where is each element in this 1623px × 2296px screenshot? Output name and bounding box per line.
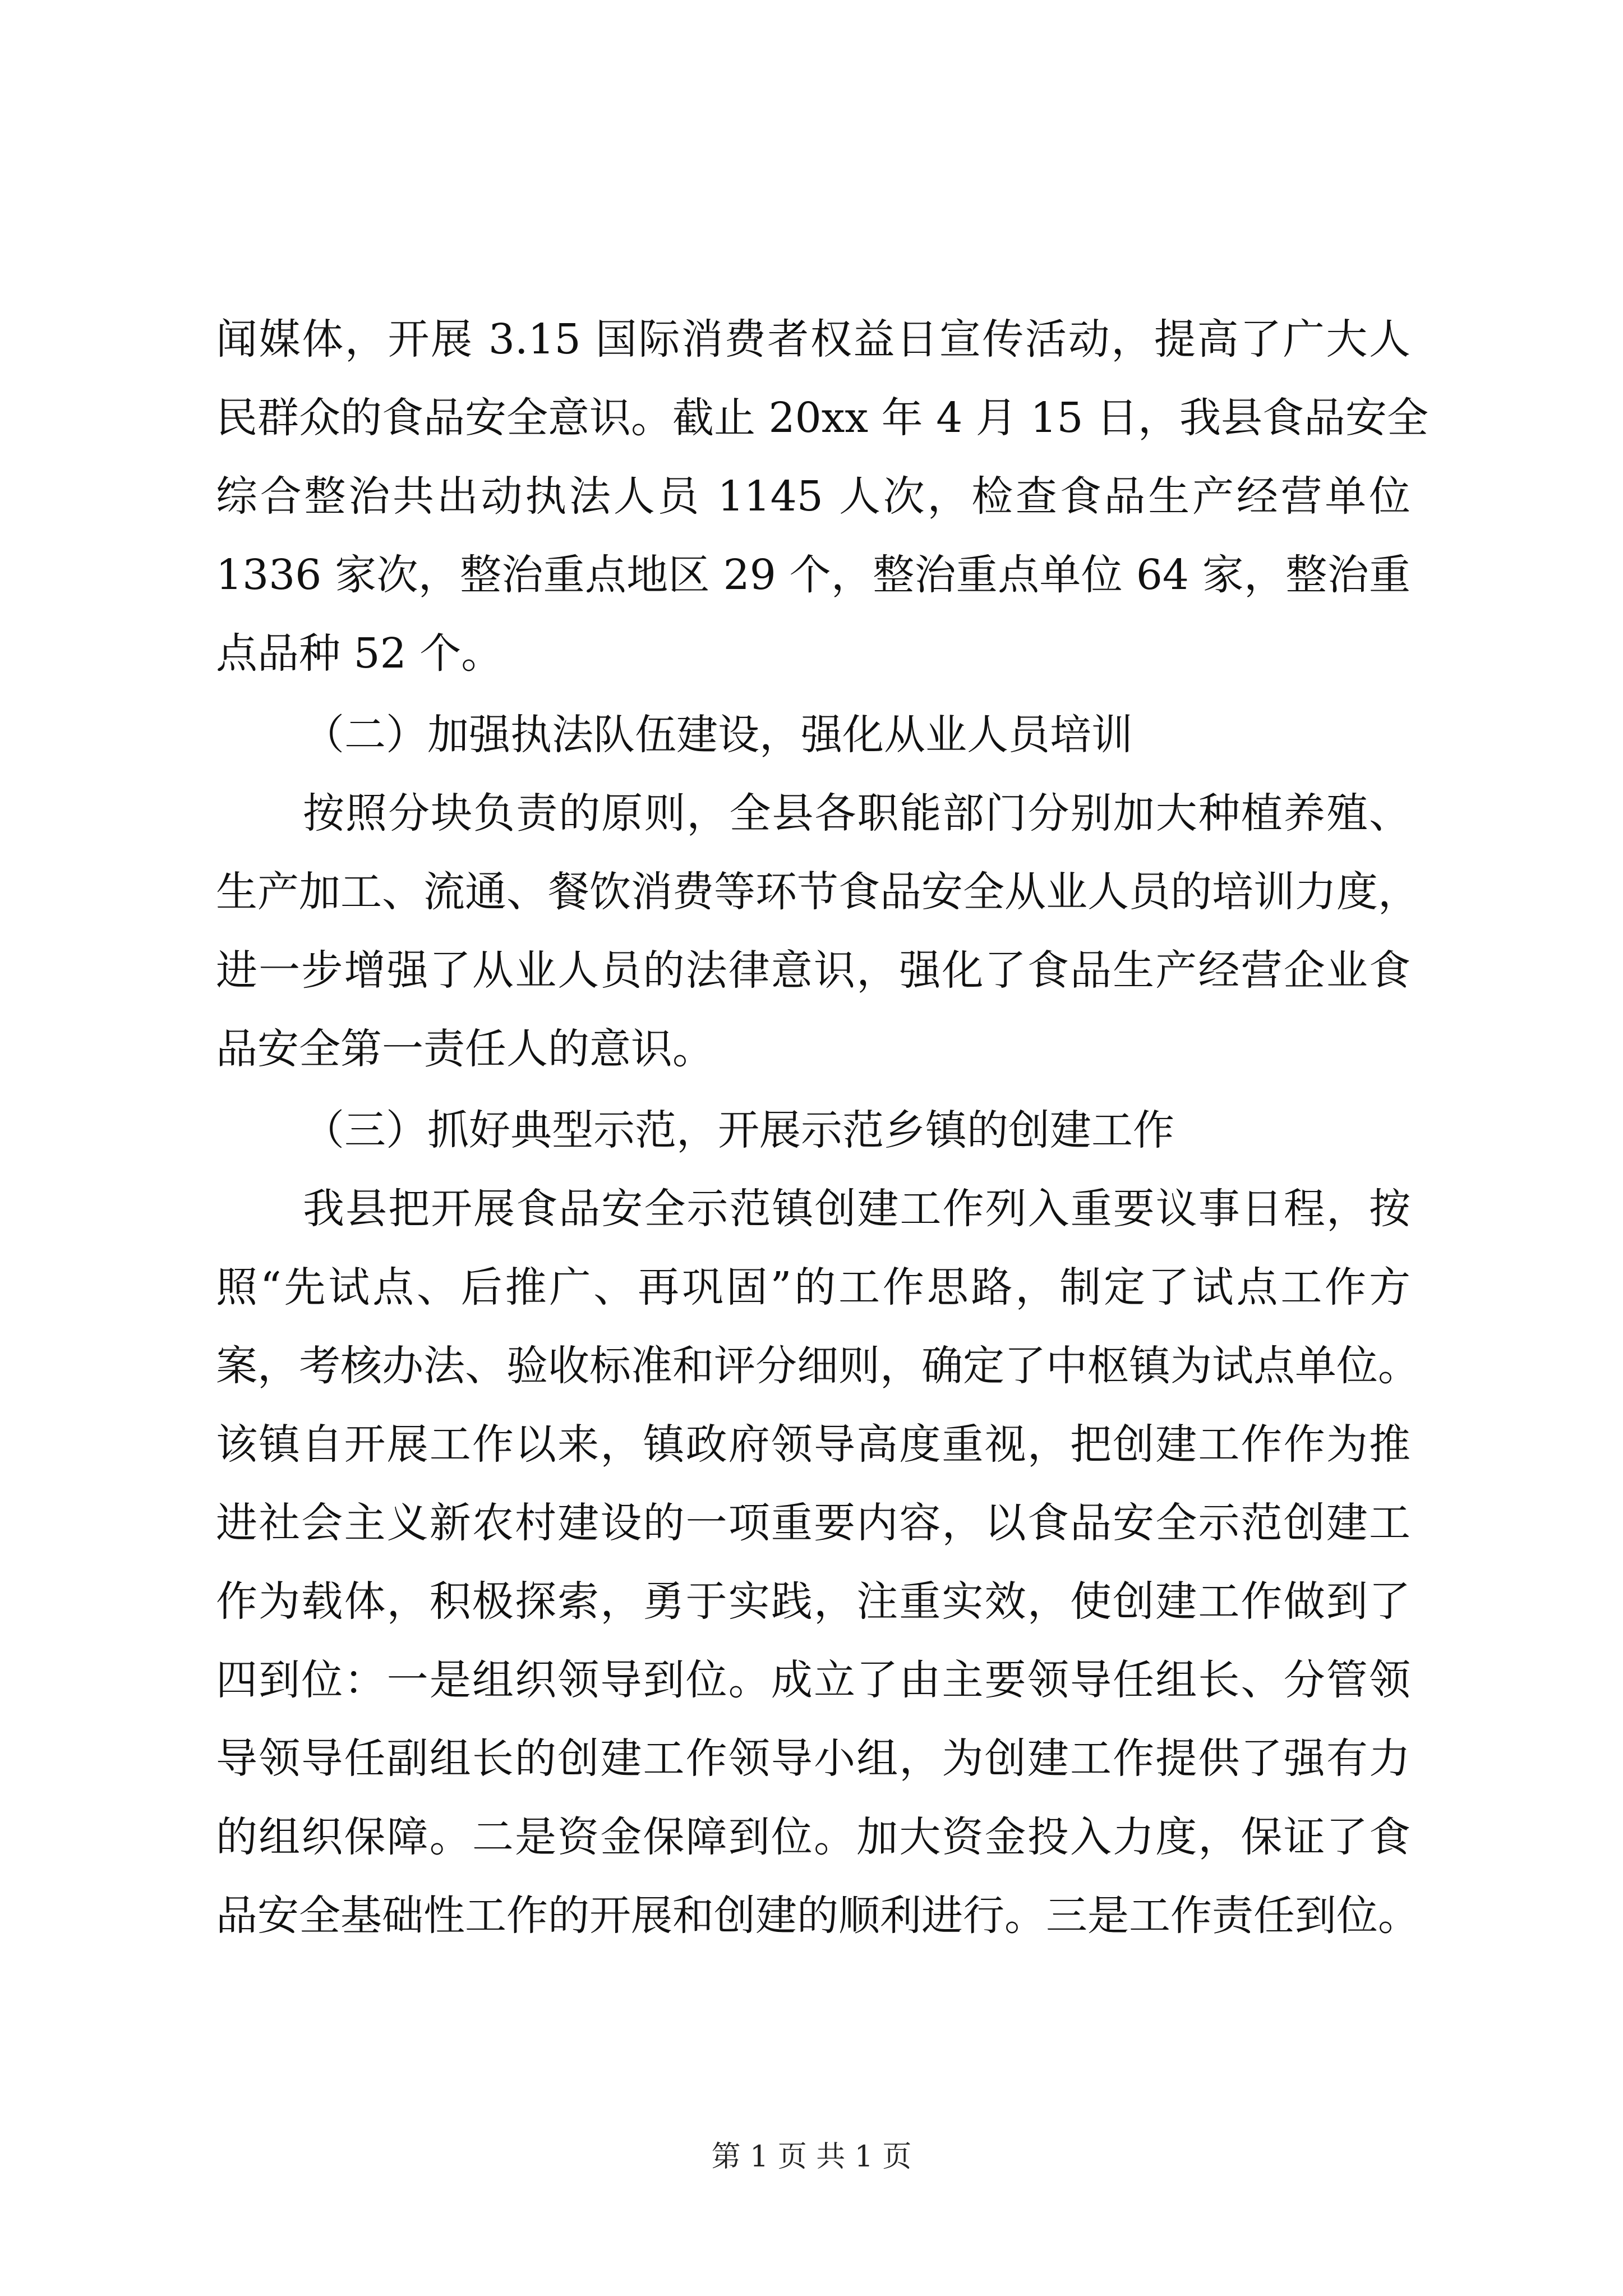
body-line-2: 民群众的食品安全意识。截止 20xx 年 4 月 15 日，我县食品安全 xyxy=(216,394,1429,442)
body-line-13: 照“先试点、后推广、再巩固”的工作思路，制定了试点工作方 xyxy=(216,1263,1410,1312)
body-line-1: 闻媒体，开展 3.15 国际消费者权益日宣传活动，提高了广大人 xyxy=(216,315,1410,364)
body-line-7: 按照分块负责的原则，全县各职能部门分别加大种植养殖、 xyxy=(303,789,1410,838)
body-line-20: 的组织保障。二是资金保障到位。加大资金投入力度，保证了食 xyxy=(216,1813,1410,1861)
body-line-5: 点品种 52 个。 xyxy=(216,629,503,678)
body-line-4: 1336 家次，整治重点地区 29 个，整治重点单位 64 家，整治重 xyxy=(216,551,1410,599)
page-footer: 第 1 页 共 1 页 xyxy=(711,2140,912,2174)
body-line-9: 进一步增强了从业人员的法律意识，强化了食品生产经营企业食 xyxy=(216,946,1410,995)
body-line-17: 作为载体，积极探索，勇于实践，注重实效，使创建工作做到了 xyxy=(216,1577,1410,1626)
body-line-3: 综合整治共出动执法人员 1145 人次，检查食品生产经营单位 xyxy=(216,472,1410,521)
body-line-16: 进社会主义新农村建设的一项重要内容，以食品安全示范创建工 xyxy=(216,1499,1410,1547)
body-line-21: 品安全基础性工作的开展和创建的顺利进行。三是工作责任到位。 xyxy=(216,1892,1419,1940)
body-line-8: 生产加工、流通、餐饮消费等环节食品安全从业人员的培训力度， xyxy=(216,868,1419,916)
section-heading-2: （二）加强执法队伍建设，强化从业人员培训 xyxy=(303,711,1133,759)
body-line-14: 案，考核办法、验收标准和评分细则，确定了中枢镇为试点单位。 xyxy=(216,1342,1419,1390)
body-line-19: 导领导任副组长的创建工作领导小组，为创建工作提供了强有力 xyxy=(216,1734,1410,1783)
body-line-12: 我县把开展食品安全示范镇创建工作列入重要议事日程，按 xyxy=(303,1185,1410,1233)
body-line-10: 品安全第一责任人的意识。 xyxy=(216,1025,714,1073)
body-line-18: 四到位：一是组织领导到位。成立了由主要领导任组长、分管领 xyxy=(216,1656,1410,1704)
body-line-15: 该镇自开展工作以来，镇政府领导高度重视，把创建工作作为推 xyxy=(216,1420,1410,1469)
section-heading-3: （三）抓好典型示范，开展示范乡镇的创建工作 xyxy=(303,1106,1174,1154)
